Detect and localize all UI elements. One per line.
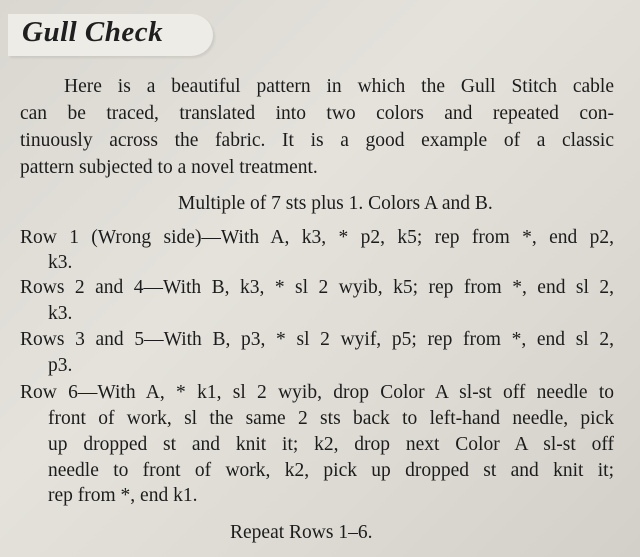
row2-instruction-continued: k3. <box>48 303 73 324</box>
row6-instruction-continued: needle to front of work, k2, pick up dropped st and knit it; <box>48 460 614 481</box>
title-banner <box>8 10 218 56</box>
intro-line: tinuously across the fabric. It is a good example of a classic <box>20 130 614 151</box>
row2-instruction: Rows 2 and 4—With B, k3, * sl 2 wyib, k5; rep from *, end sl 2, <box>20 277 614 298</box>
row6-instruction-continued: rep from *, end k1. <box>48 485 198 506</box>
row3-instruction: Rows 3 and 5—With B, p3, * sl 2 wyif, p5; rep from *, end sl 2, <box>20 329 614 350</box>
repeat-instruction: Repeat Rows 1–6. <box>230 522 373 543</box>
row1-instruction: Row 1 (Wrong side)—With A, k3, * p2, k5; rep from *, end p2, <box>20 227 614 248</box>
row1-instruction-continued: k3. <box>48 252 73 273</box>
stitch-multiple: Multiple of 7 sts plus 1. Colors A and B. <box>178 193 493 214</box>
intro-line: can be traced, translated into two colors and repeated con- <box>20 103 614 124</box>
row6-instruction-continued: front of work, sl the same 2 sts back to left-hand needle, pick <box>48 408 614 429</box>
row3-instruction-continued: p3. <box>48 355 73 376</box>
intro-line: pattern subjected to a novel treatment. <box>20 157 318 178</box>
row6-instruction-continued: up dropped st and knit it; k2, drop next Color A sl-st off <box>48 434 614 455</box>
intro-line: Here is a beautiful pattern in which the Gull Stitch cable <box>64 76 614 97</box>
row6-instruction: Row 6—With A, * k1, sl 2 wyib, drop Color A sl-st off needle to <box>20 382 614 403</box>
pattern-title: Gull Check <box>22 16 164 48</box>
